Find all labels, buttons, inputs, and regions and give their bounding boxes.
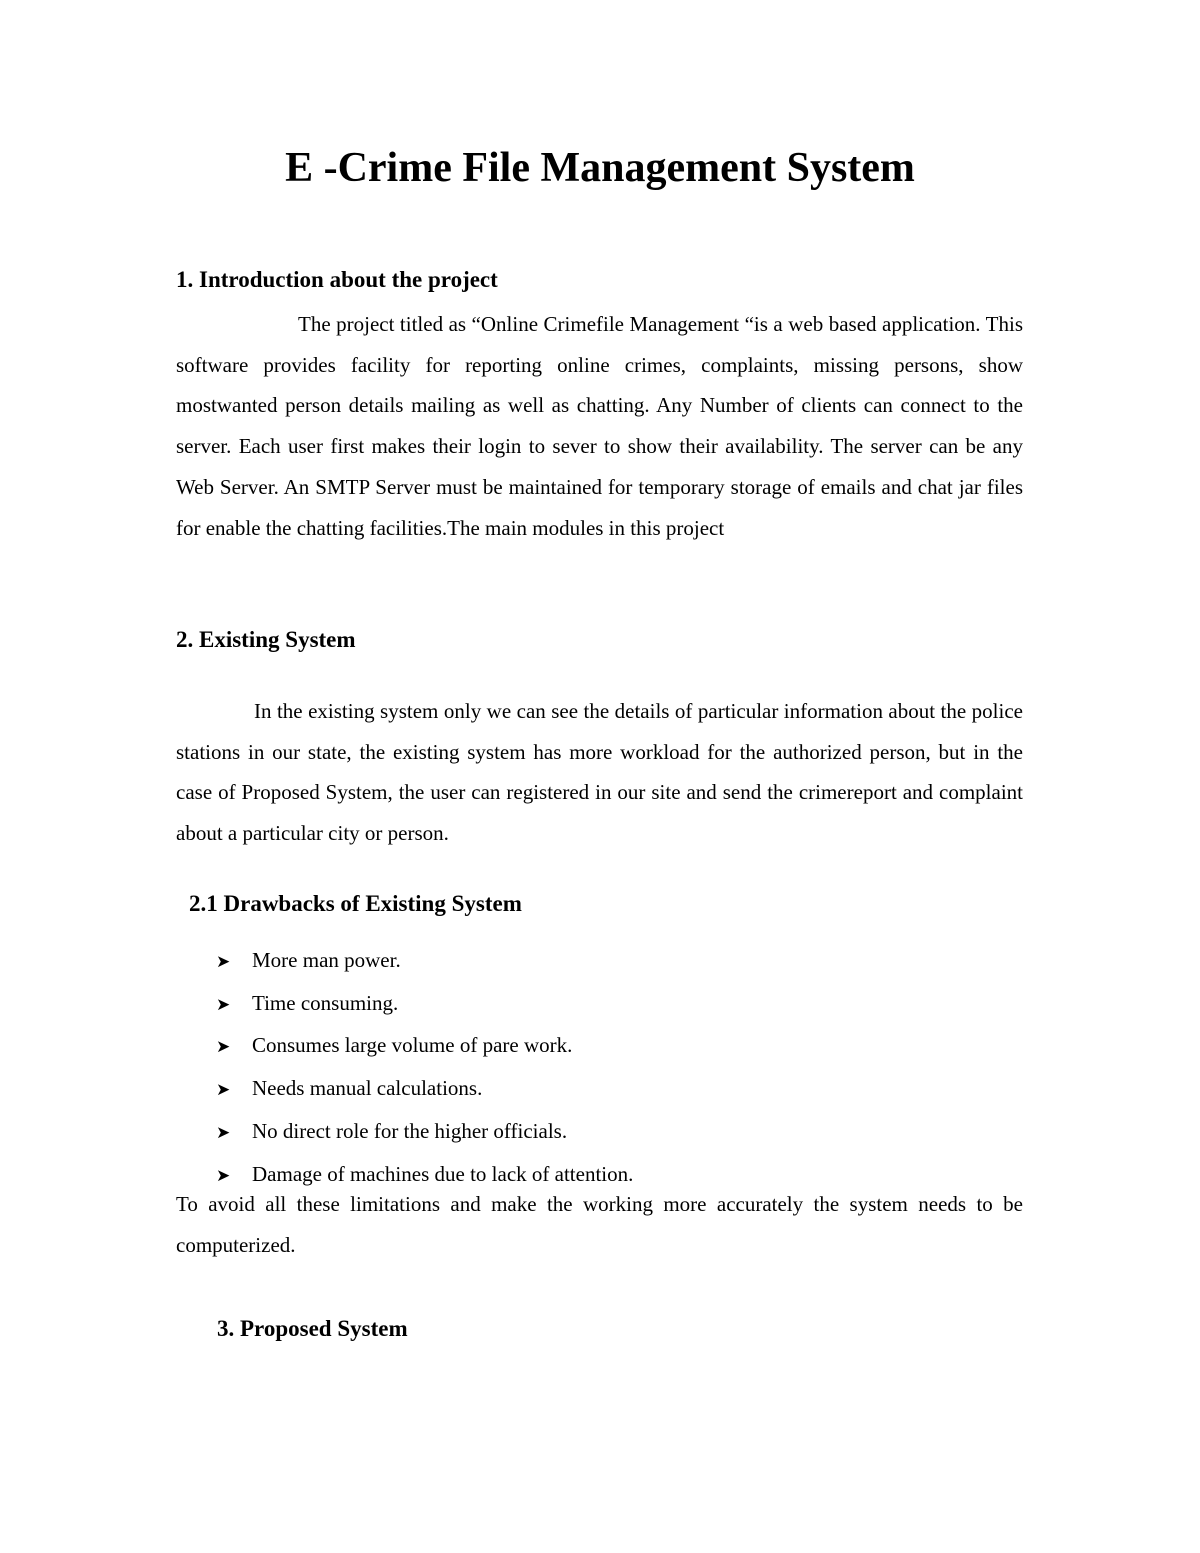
list-item [216,940,633,983]
list-item-text: Damage of machines due to lack of attention. [252,1161,634,1186]
list-item-text: Time consuming. [252,990,399,1015]
arrow-bullet-icon: ➤ [216,1165,231,1186]
list-item [216,1025,633,1068]
document-title: E -Crime File Management System [285,145,915,191]
arrow-bullet-icon: ➤ [216,994,231,1015]
arrow-bullet-icon: ➤ [216,1080,231,1101]
section-heading-existing-system: 2. Existing System [176,627,356,652]
list-item-text: Consumes large volume of pare work. [252,1033,573,1058]
existing-system-paragraph: In the existing system only we can see the details of particular information about the police stations in our state, the existing system has more workload for the authorized person, but in the case of Proposed System, the user can registered in our site and send the crimereport and complaint about a particular city or person. [176,699,1023,846]
section-heading-drawbacks: 2.1 Drawbacks of Existing System [189,891,522,916]
introduction-paragraph: The project titled as “Online Crimefile Management “is a web based application. This software provides facility for reporting online crimes, complaints, missing persons, show mostwanted person details mailing as well as chatting. Any Number of clients can connect to the server. Each user first makes their login to sever to show their availability. The server can be any Web Server. An SMTP Server must be maintained for temporary storage of emails and chat jar files for enable the chatting facilities.The main modules in this project [176,312,1023,540]
drawbacks-conclusion-paragraph: To avoid all these limitations and make the working more accurately the system needs to be computerized. [176,1192,1023,1257]
list-item-text: No direct role for the higher officials. [252,1118,568,1143]
list-item [216,1068,633,1111]
section-heading-introduction: 1. Introduction about the project [176,267,498,292]
arrow-bullet-icon: ➤ [216,1037,231,1058]
drawbacks-list [216,940,633,1196]
list-item [216,983,633,1026]
arrow-bullet-icon: ➤ [216,952,231,972]
arrow-bullet-icon: ➤ [216,1122,231,1143]
section-heading-proposed-system: 3. Proposed System [217,1316,408,1341]
list-item [216,1111,633,1154]
list-item-text: More man power. [252,948,401,972]
list-item-text: Needs manual calculations. [252,1076,483,1101]
